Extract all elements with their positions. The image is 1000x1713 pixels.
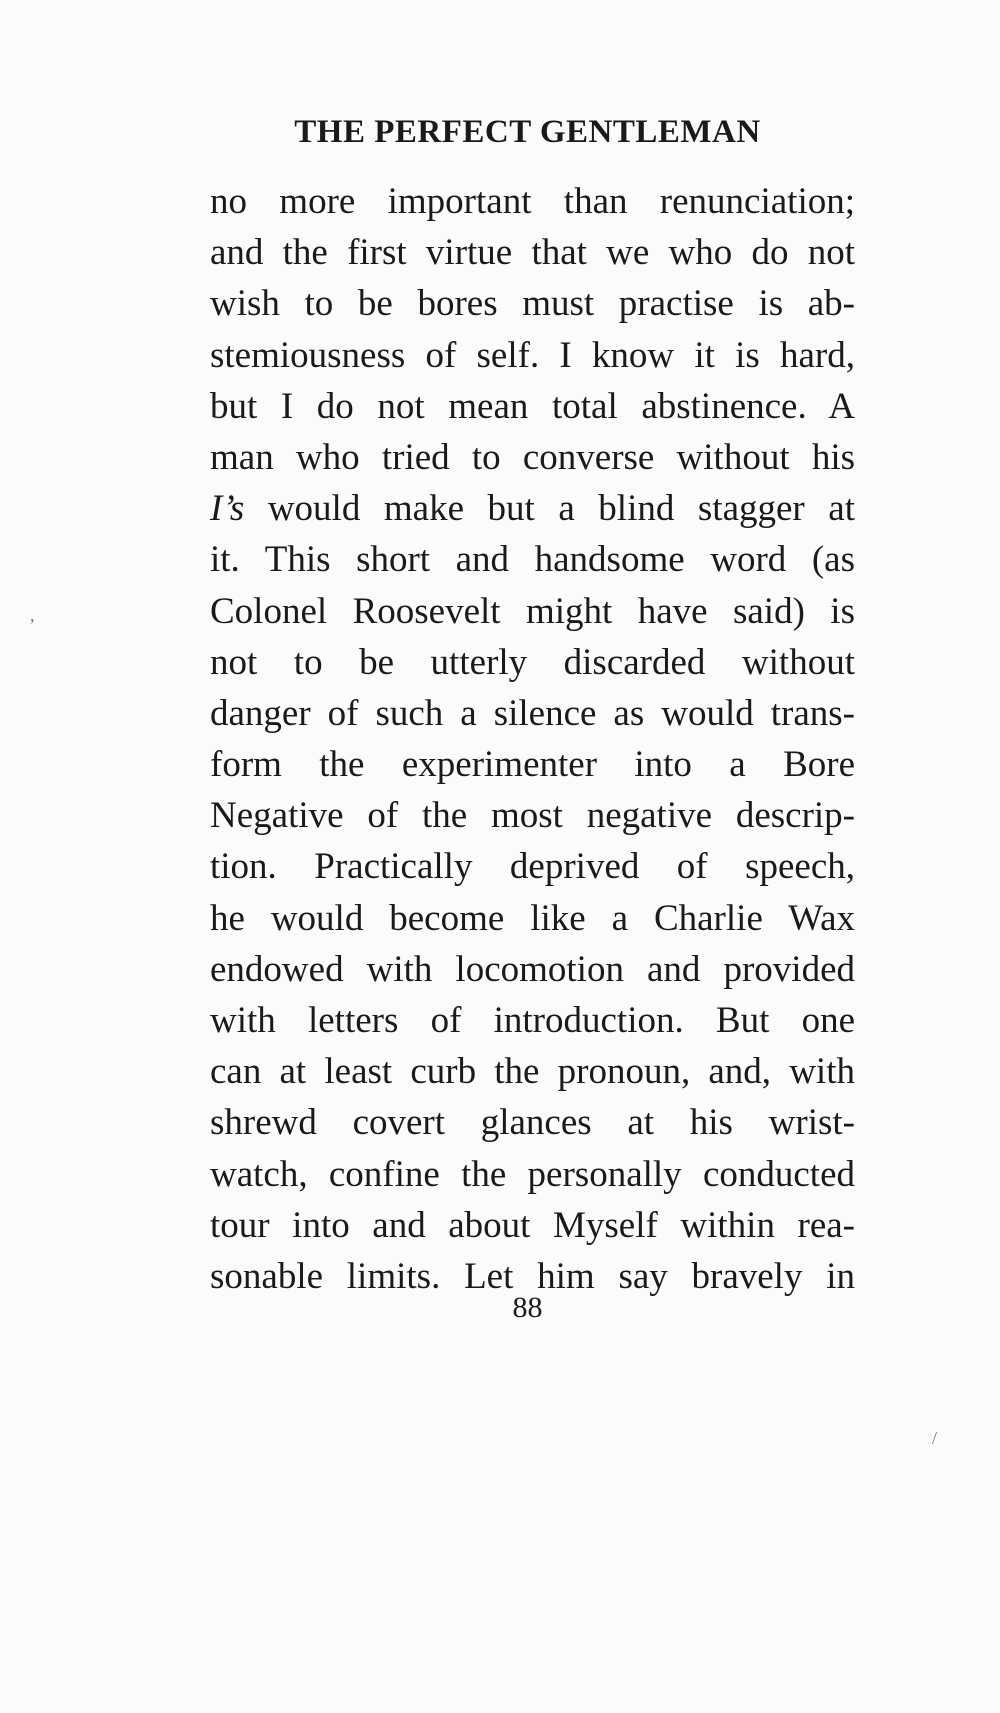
text-line: sonable limits. Let him say bravely in [210,1255,855,1297]
text-line: tour into and about Myself within rea- [210,1204,855,1246]
text-line: he would become like a Charlie Wax [210,897,855,939]
text-line: it. This short and handsome word (as [210,539,855,581]
text-line: with letters of introduction. But one [210,1000,855,1041]
text-line: not to be utterly discarded without [210,641,855,683]
text-line-italic-start [210,483,855,534]
text-line: endowed with locomotion and provided [210,948,855,990]
text-line: shrewd covert glances at his wrist- [210,1102,855,1144]
italic-word: I’s [210,488,245,530]
running-head: THE PERFECT GENTLEMAN [294,114,761,150]
body-text [210,176,855,1302]
text-line: Colonel Roosevelt might have said) is [210,590,855,632]
text-line: no more important than renunciation; [210,181,855,222]
text-line: can at least curb the pronoun, and, with [210,1051,855,1093]
page-number: 88 [512,1291,543,1324]
text-line: form the experimenter into a Bore [210,744,855,786]
text-line: tion. Practically deprived of speech, [210,846,855,888]
text-line: watch, confine the personally conducted [210,1153,855,1195]
text-line: danger of such a silence as would trans- [210,692,855,734]
text-line-rest: would make but a blind stagger at [244,488,855,530]
text-line: Negative of the most negative descrip- [210,795,855,837]
text-line: man who tried to converse without his [210,436,855,478]
stray-mark: / [932,1428,938,1448]
text-line: stemiousness of self. I know it is hard, [210,334,855,376]
stray-mark: , [30,605,35,625]
text-line: but I do not mean total abstinence. A [210,385,855,427]
text-line: wish to be bores must practise is ab- [210,283,855,325]
text-line: and the first virtue that we who do not [210,232,855,274]
